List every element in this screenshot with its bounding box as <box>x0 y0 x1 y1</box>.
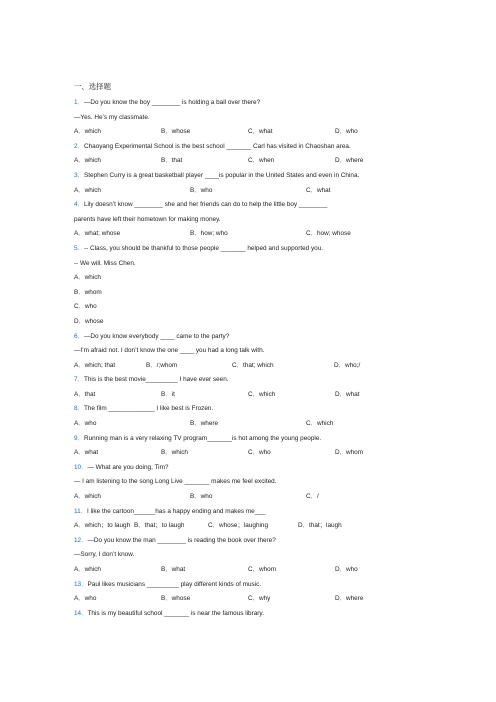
question-stem: 12．—Do you know the man ________ is reading the book over there? <box>74 536 276 544</box>
question-stem: 2．Chaoyang Experimental School is the best school _______ Carl has visited in Chaoshan area. <box>74 142 351 150</box>
option-d[interactable]: D．whom <box>335 449 364 457</box>
option-a[interactable]: A．what; whose <box>74 230 121 238</box>
options-row <box>74 359 426 374</box>
question-stem: 11．I like the cartoon______has a happy ending and makes me___ <box>74 507 266 515</box>
option-c[interactable]: C．that; which <box>232 361 274 369</box>
question-14 <box>74 607 426 622</box>
question-10 <box>74 461 426 505</box>
section-title: 一、选择题 <box>74 82 111 91</box>
question-number: 14． <box>74 609 88 617</box>
option-c[interactable]: C．why <box>248 595 271 603</box>
question-number: 10． <box>74 463 88 471</box>
option-c[interactable]: C．who <box>74 303 97 311</box>
question-8 <box>74 402 426 431</box>
option-c[interactable]: C．/ <box>306 493 319 501</box>
question-number: 11． <box>74 507 88 515</box>
option-a[interactable]: A．which <box>74 128 101 136</box>
question-line: — I am listening to the song Long Live _______ makes me feel excited. <box>74 478 277 486</box>
question-number: 12． <box>74 536 88 544</box>
options-row <box>74 446 426 461</box>
option-d[interactable]: D．where <box>335 595 364 603</box>
option-c[interactable]: C．how; whose <box>306 230 351 238</box>
option-b[interactable]: B．whose <box>161 128 191 136</box>
option-a[interactable]: A．which；to laugh <box>74 522 131 530</box>
option-a[interactable]: A．who <box>74 595 97 603</box>
options-row <box>74 490 426 505</box>
question-line: —Sorry, I don’t know. <box>74 551 135 559</box>
options-row <box>74 227 426 242</box>
question-number: 1． <box>74 99 84 107</box>
option-b[interactable]: B．it <box>161 390 175 398</box>
question-stem: 1．—Do you know the boy ________ is holding a ball over there? <box>74 99 261 107</box>
question-5 <box>74 242 426 330</box>
question-6 <box>74 330 426 374</box>
question-stem: 7．This is the best movie_________ I have ever seen. <box>74 376 229 384</box>
options-row <box>74 184 426 199</box>
question-stem: 13．Paul likes musicians _________ play different kinds of music. <box>74 580 262 588</box>
option-a[interactable]: A．what <box>74 449 99 457</box>
question-number: 5． <box>74 244 84 252</box>
option-c[interactable]: C．who <box>248 449 271 457</box>
option-a[interactable]: A．which <box>74 186 101 194</box>
option-d[interactable]: D．that；laugh <box>298 522 342 530</box>
question-line: —Yes. He’s my classmate. <box>74 113 150 121</box>
question-11 <box>74 505 426 534</box>
option-a[interactable]: A．which <box>74 157 101 165</box>
option-c[interactable]: C．which <box>248 390 276 398</box>
option-c[interactable]: C．what <box>306 186 331 194</box>
question-3 <box>74 169 426 198</box>
option-a[interactable]: A．which; that <box>74 361 116 369</box>
question-12 <box>74 534 426 578</box>
option-b[interactable]: B．/;whom <box>146 361 178 369</box>
question-stem: 14．This is my beautiful school _______ is near the famous library. <box>74 609 264 617</box>
option-a[interactable]: A．which <box>74 566 101 574</box>
question-line: —I’m afraid not. I don’t know the one ____ you had a long talk with. <box>74 347 265 355</box>
option-d[interactable]: D．who <box>335 566 358 574</box>
option-a[interactable]: A．which <box>74 274 101 282</box>
question-2 <box>74 140 426 169</box>
question-number: 9． <box>74 434 84 442</box>
question-stem: 6．—Do you know everybody ____ came to the party? <box>74 332 230 340</box>
option-a[interactable]: A．that <box>74 390 96 398</box>
question-line: parents have left their hometown for making money. <box>74 215 221 223</box>
option-d[interactable]: D．where <box>335 157 364 165</box>
question-stem: 5．-- Class, you should be thankful to those people _______ helped and supported you. <box>74 244 324 252</box>
option-c[interactable]: C．when <box>248 157 275 165</box>
question-number: 7． <box>74 376 84 384</box>
option-c[interactable]: C．whom <box>248 566 277 574</box>
option-c[interactable]: C．what <box>248 128 273 136</box>
question-4 <box>74 198 426 242</box>
question-stem: 10．— What are you doing, Tim? <box>74 463 169 471</box>
question-number: 8． <box>74 405 84 413</box>
option-b[interactable]: B．what <box>161 566 186 574</box>
option-b[interactable]: B．that；to laugh <box>134 522 185 530</box>
option-a[interactable]: A．which <box>74 493 101 501</box>
options-row <box>74 125 426 140</box>
option-b[interactable]: B．that <box>161 157 183 165</box>
question-9 <box>74 432 426 461</box>
option-b[interactable]: B．who <box>190 186 213 194</box>
question-stem: 4．Lily doesn’t know ________ she and her friends can do to help the little boy ________ <box>74 201 328 209</box>
question-stem: 3．Stephen Curry is a great basketball player ____is popular in the United States and even in China. <box>74 171 360 179</box>
options-row <box>74 388 426 403</box>
question-1 <box>74 96 426 140</box>
option-c[interactable]: C．which <box>306 420 334 428</box>
options-row <box>74 154 426 169</box>
options-row <box>74 563 426 578</box>
option-d[interactable]: D．who <box>335 128 358 136</box>
question-stem: 8．The film _____________ I like best is Frozen. <box>74 405 214 413</box>
option-d[interactable]: D．who;/ <box>334 361 361 369</box>
option-b[interactable]: B．which <box>161 449 188 457</box>
options-row <box>74 592 426 607</box>
option-c[interactable]: C．whose；laughing <box>208 522 269 530</box>
option-a[interactable]: A．who <box>74 420 97 428</box>
option-b[interactable]: B．how; who <box>190 230 228 238</box>
question-number: 2． <box>74 142 84 150</box>
question-line: -- We will. Miss Chen. <box>74 259 136 267</box>
option-b[interactable]: B．who <box>190 493 213 501</box>
question-number: 3． <box>74 171 84 179</box>
question-stem: 9．Running man is a very relaxing TV program_______is hot among the young people. <box>74 434 322 442</box>
option-b[interactable]: B．whose <box>161 595 191 603</box>
question-7 <box>74 373 426 402</box>
question-number: 13． <box>74 580 88 588</box>
question-13 <box>74 578 426 607</box>
options-row <box>74 417 426 432</box>
option-d[interactable]: D．whose <box>74 317 104 325</box>
option-d[interactable]: D．what <box>335 390 360 398</box>
question-number: 6． <box>74 332 84 340</box>
options-row <box>74 519 426 534</box>
option-b[interactable]: B．where <box>190 420 219 428</box>
option-b[interactable]: B．whom <box>74 288 102 296</box>
question-number: 4． <box>74 201 84 209</box>
